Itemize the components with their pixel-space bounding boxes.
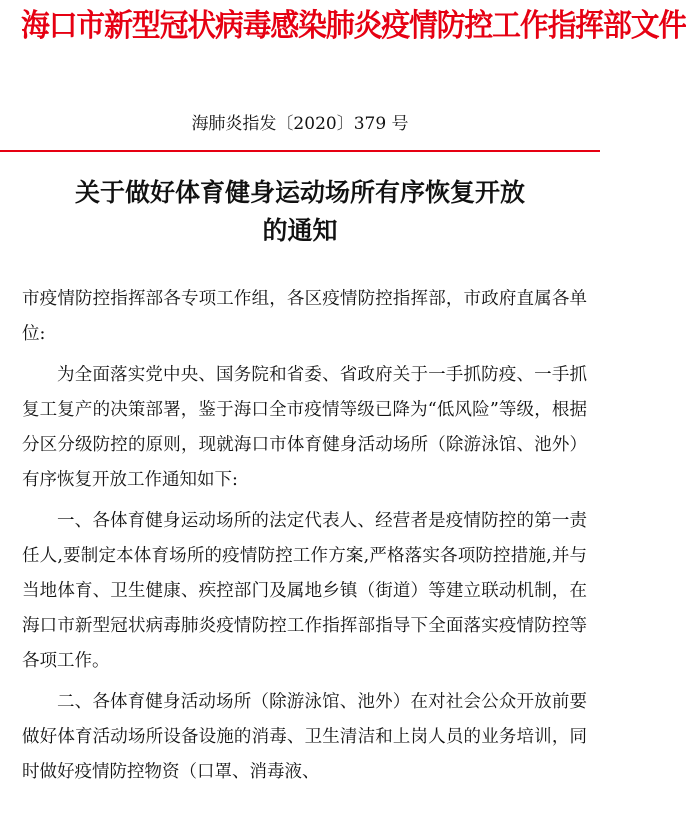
recipients-line: 市疫情防控指挥部各专项工作组，各区疫情防控指挥部，市政府直属各单位: [22, 289, 587, 344]
red-divider-line [0, 150, 600, 152]
document-title-line-2: 的通知 [262, 216, 338, 245]
body-paragraph-item-1: 一、各体育健身运动场所的法定代表人、经营者是疫情防控的第一责任人,要制定本体育场所的疫情防控工作方案,严格落实各项防控措施,并与当地体育、卫生健康、疾控部门及属地乡镇（街道）等建立联动机制，在海口市新型冠状病毒肺炎疫情防控工作指挥部指导下全面落实疫情防控等各项工作。 [22, 511, 587, 671]
document-header-title: 海口市新型冠状病毒感染肺炎疫情防控工作指挥部文件 [21, 8, 686, 44]
document-body [22, 282, 587, 796]
document-title [20, 174, 580, 250]
body-paragraph-item-2: 二、各体育健身活动场所（除游泳馆、池外）在对社会公众开放前要做好体育活动场所设备设施的消毒、卫生清洁和上岗人员的业务培训，同时做好疫情防控物资（口罩、消毒液、 [22, 692, 587, 782]
document-number: 海肺炎指发〔2020〕379 号 [191, 114, 409, 134]
document-title-line-1: 关于做好体育健身运动场所有序恢复开放 [74, 178, 525, 207]
body-paragraph-intro: 为全面落实党中央、国务院和省委、省政府关于一手抓防疫、一手抓复工复产的决策部署，鉴于海口全市疫情等级已降为“低风险”等级，根据分区分级防控的原则，现就海口市体育健身活动场所（除游泳馆、池外）有序恢复开放工作通知如下: [22, 365, 587, 490]
